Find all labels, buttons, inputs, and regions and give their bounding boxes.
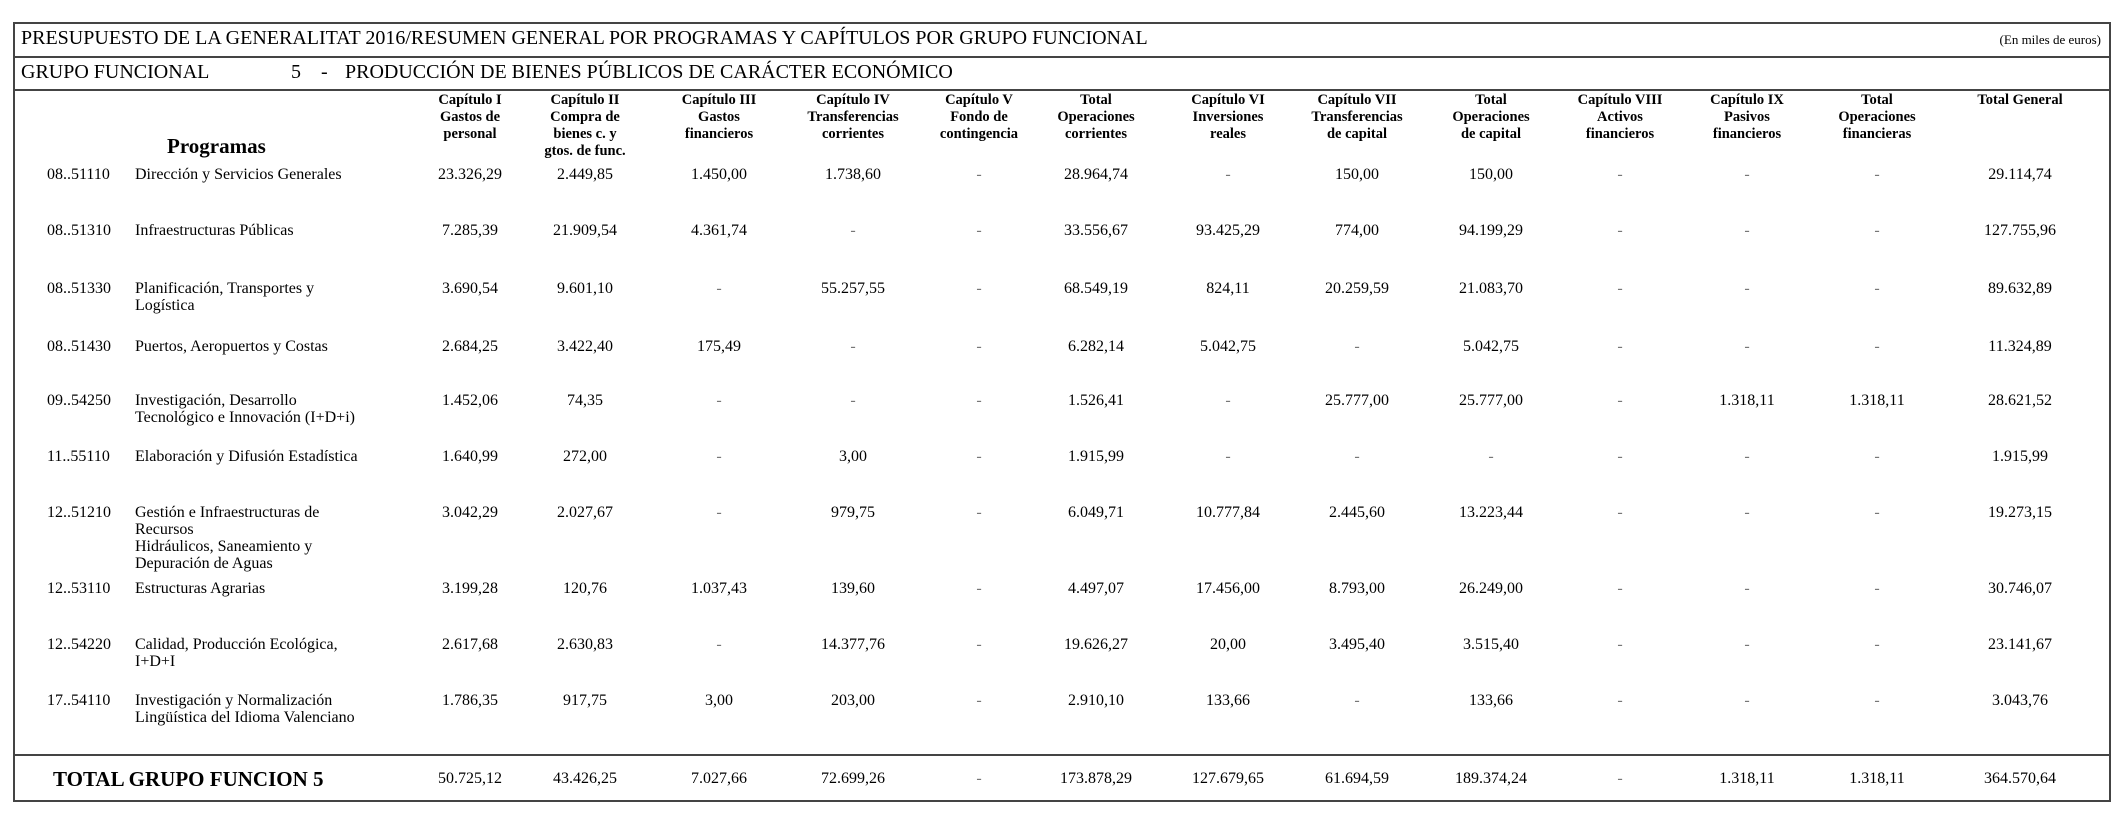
table-cell: 17.456,00 — [1196, 580, 1260, 597]
table-cell: 21.909,54 — [553, 222, 617, 239]
table-cell: - — [976, 166, 982, 183]
table-cell: - — [1744, 580, 1750, 597]
table-cell: 26.249,00 — [1459, 580, 1523, 597]
table-cell: - — [1744, 222, 1750, 239]
table-cell: - — [850, 392, 856, 409]
column-header: Capítulo VIII Activos financieros — [1577, 92, 1663, 142]
table-cell: 1.452,06 — [442, 392, 498, 409]
total-cell: 1.318,11 — [1849, 770, 1905, 787]
table-cell: 1.318,11 — [1719, 392, 1775, 409]
table-cell: - — [1354, 448, 1360, 465]
table-cell: 3.043,76 — [1992, 692, 2048, 709]
table-cell: - — [1617, 448, 1623, 465]
table-cell: - — [1488, 448, 1494, 465]
table-cell: 4.497,07 — [1068, 580, 1124, 597]
table-cell: 89.632,89 — [1988, 280, 2052, 297]
table-cell: 10.777,84 — [1196, 504, 1260, 521]
column-header: Capítulo IX Pasivos financieros — [1710, 92, 1784, 142]
column-header: Capítulo IV Transferencias corrientes — [807, 92, 899, 142]
total-cell: 72.699,26 — [821, 770, 885, 787]
table-cell: 3.690,54 — [442, 280, 498, 297]
program-name: Investigación y Normalización Lingüística del Idioma Valenciano — [135, 692, 355, 726]
group-row — [15, 56, 2109, 91]
program-name: Puertos, Aeropuertos y Costas — [135, 338, 328, 355]
table-cell: 203,00 — [831, 692, 875, 709]
table-cell: 979,75 — [831, 504, 875, 521]
table-cell: 21.083,70 — [1459, 280, 1523, 297]
program-code: 08..51310 — [47, 222, 111, 239]
table-cell: - — [976, 692, 982, 709]
table-cell: 11.324,89 — [1988, 338, 2052, 355]
group-dash: - — [321, 61, 328, 83]
table-cell: 175,49 — [697, 338, 741, 355]
program-name: Dirección y Servicios Generales — [135, 166, 342, 183]
table-cell: 3.515,40 — [1463, 636, 1519, 653]
table-cell: 25.777,00 — [1325, 392, 1389, 409]
total-label: TOTAL GRUPO FUNCION 5 — [53, 767, 324, 791]
table-cell: 14.377,76 — [821, 636, 885, 653]
table-cell: - — [1225, 448, 1231, 465]
group-label: GRUPO FUNCIONAL — [21, 61, 210, 83]
table-cell: - — [1874, 338, 1880, 355]
document-title: PRESUPUESTO DE LA GENERALITAT 2016/RESUMEN GENERAL POR PROGRAMAS Y CAPÍTULOS POR GRUPO FUNCIONAL — [21, 27, 1148, 49]
table-cell: 1.786,35 — [442, 692, 498, 709]
table-cell: - — [1874, 280, 1880, 297]
table-cell: 133,66 — [1206, 692, 1250, 709]
table-cell: 3,00 — [839, 448, 867, 465]
table-cell: 68.549,19 — [1064, 280, 1128, 297]
table-cell: 2.910,10 — [1068, 692, 1124, 709]
table-cell: - — [1354, 692, 1360, 709]
total-cell: 50.725,12 — [438, 770, 502, 787]
table-cell: 3.042,29 — [442, 504, 498, 521]
program-name: Calidad, Producción Ecológica, I+D+I — [135, 636, 338, 670]
units-note: (En miles de euros) — [1999, 32, 2101, 47]
program-code: 09..54250 — [47, 392, 111, 409]
table-cell: 133,66 — [1469, 692, 1513, 709]
total-cell: - — [1617, 770, 1623, 787]
table-cell: 3.199,28 — [442, 580, 498, 597]
total-cell: 173.878,29 — [1060, 770, 1132, 787]
table-cell: - — [976, 338, 982, 355]
table-cell: 20.259,59 — [1325, 280, 1389, 297]
table-cell: 13.223,44 — [1459, 504, 1523, 521]
total-cell: 1.318,11 — [1719, 770, 1775, 787]
table-cell: 774,00 — [1335, 222, 1379, 239]
table-cell: - — [1874, 166, 1880, 183]
table-cell: - — [976, 222, 982, 239]
total-cell: 43.426,25 — [553, 770, 617, 787]
table-cell: - — [1617, 636, 1623, 653]
table-cell: - — [1617, 222, 1623, 239]
table-cell: - — [1617, 692, 1623, 709]
table-cell: 139,60 — [831, 580, 875, 597]
table-cell: 1.450,00 — [691, 166, 747, 183]
table-cell: 28.621,52 — [1988, 392, 2052, 409]
table-cell: 917,75 — [563, 692, 607, 709]
table-cell: 1.318,11 — [1849, 392, 1905, 409]
total-cell: 127.679,65 — [1192, 770, 1264, 787]
table-cell: 33.556,67 — [1064, 222, 1128, 239]
table-cell: 93.425,29 — [1196, 222, 1260, 239]
table-cell: 6.282,14 — [1068, 338, 1124, 355]
table-cell: - — [1617, 580, 1623, 597]
table-cell: 2.617,68 — [442, 636, 498, 653]
program-code: 17..54110 — [47, 692, 111, 709]
table-cell: 23.326,29 — [438, 166, 502, 183]
table-cell: 3.495,40 — [1329, 636, 1385, 653]
program-code: 12..54220 — [47, 636, 111, 653]
table-cell: - — [850, 222, 856, 239]
table-cell: - — [1874, 448, 1880, 465]
table-cell: - — [716, 392, 722, 409]
table-cell: - — [1874, 222, 1880, 239]
table-cell: - — [976, 504, 982, 521]
table-cell: - — [1744, 166, 1750, 183]
table-cell: - — [1744, 636, 1750, 653]
table-cell: - — [716, 504, 722, 521]
table-cell: 150,00 — [1335, 166, 1379, 183]
total-cell: 61.694,59 — [1325, 770, 1389, 787]
total-cell: 364.570,64 — [1984, 770, 2056, 787]
table-cell: 28.964,74 — [1064, 166, 1128, 183]
table-cell: - — [1617, 166, 1623, 183]
table-cell: 6.049,71 — [1068, 504, 1124, 521]
programas-header: Programas — [167, 134, 266, 158]
table-cell: 94.199,29 — [1459, 222, 1523, 239]
table-cell: - — [976, 448, 982, 465]
table-cell: 272,00 — [563, 448, 607, 465]
table-cell: 20,00 — [1210, 636, 1246, 653]
table-cell: - — [1744, 280, 1750, 297]
program-name: Elaboración y Difusión Estadística — [135, 448, 358, 465]
program-code: 12..51210 — [47, 504, 111, 521]
table-cell: 2.445,60 — [1329, 504, 1385, 521]
table-cell: 1.915,99 — [1992, 448, 2048, 465]
table-cell: - — [1744, 504, 1750, 521]
table-cell: 120,76 — [563, 580, 607, 597]
column-header: Capítulo V Fondo de contingencia — [939, 92, 1019, 142]
total-cell: 7.027,66 — [691, 770, 747, 787]
total-cell: - — [976, 770, 982, 787]
table-cell: 25.777,00 — [1459, 392, 1523, 409]
table-cell: 1.640,99 — [442, 448, 498, 465]
program-code: 08..51110 — [47, 166, 110, 183]
total-cell: 189.374,24 — [1455, 770, 1527, 787]
table-cell: - — [976, 636, 982, 653]
table-cell: 127.755,96 — [1984, 222, 2056, 239]
table-cell: - — [1354, 338, 1360, 355]
table-cell: - — [976, 392, 982, 409]
table-cell: 150,00 — [1469, 166, 1513, 183]
table-cell: 7.285,39 — [442, 222, 498, 239]
table-cell: - — [716, 448, 722, 465]
budget-table — [13, 22, 2111, 802]
table-cell: 2.684,25 — [442, 338, 498, 355]
program-name: Investigación, Desarrollo Tecnológico e Innovación (I+D+i) — [135, 392, 355, 426]
program-code: 08..51330 — [47, 280, 111, 297]
group-name: PRODUCCIÓN DE BIENES PÚBLICOS DE CARÁCTER ECONÓMICO — [345, 61, 953, 83]
table-cell: - — [1617, 504, 1623, 521]
program-code: 08..51430 — [47, 338, 111, 355]
table-cell: 55.257,55 — [821, 280, 885, 297]
program-name: Infraestructuras Públicas — [135, 222, 294, 239]
table-cell: - — [1225, 392, 1231, 409]
table-cell: - — [1744, 448, 1750, 465]
table-cell: - — [1874, 636, 1880, 653]
table-cell: - — [976, 580, 982, 597]
column-header: Capítulo I Gastos de personal — [438, 92, 502, 142]
table-cell: 1.037,43 — [691, 580, 747, 597]
column-header: Total Operaciones financieras — [1838, 92, 1916, 142]
table-cell: - — [1744, 338, 1750, 355]
table-cell: 1.738,60 — [825, 166, 881, 183]
table-cell: 8.793,00 — [1329, 580, 1385, 597]
table-cell: 2.449,85 — [557, 166, 613, 183]
program-code: 11..55110 — [47, 448, 110, 465]
column-header: Capítulo VII Transferencias de capital — [1311, 92, 1403, 142]
table-cell: 824,11 — [1206, 280, 1250, 297]
table-cell: 19.273,15 — [1988, 504, 2052, 521]
program-name: Gestión e Infraestructuras de Recursos Hidráulicos, Saneamiento y Depuración de Aguas — [135, 504, 320, 572]
table-cell: - — [1874, 580, 1880, 597]
table-cell: - — [716, 636, 722, 653]
table-cell: 74,35 — [567, 392, 603, 409]
total-separator — [15, 754, 2109, 756]
table-cell: 2.630,83 — [557, 636, 613, 653]
group-number: 5 — [291, 61, 301, 83]
column-header: Total General — [1977, 92, 2063, 108]
table-cell: - — [1874, 504, 1880, 521]
program-name: Estructuras Agrarias — [135, 580, 266, 597]
table-cell: - — [1617, 392, 1623, 409]
column-header: Total Operaciones de capital — [1452, 92, 1530, 142]
table-cell: 23.141,67 — [1988, 636, 2052, 653]
table-cell: - — [850, 338, 856, 355]
program-name: Planificación, Transportes y Logística — [135, 280, 315, 314]
table-cell: 1.526,41 — [1068, 392, 1124, 409]
program-code: 12..53110 — [47, 580, 111, 597]
table-cell: 19.626,27 — [1064, 636, 1128, 653]
table-cell: 5.042,75 — [1200, 338, 1256, 355]
column-header: Capítulo II Compra de bienes c. y gtos. de func. — [544, 92, 626, 159]
title-row — [15, 24, 2109, 58]
column-header: Capítulo III Gastos financieros — [681, 92, 757, 142]
table-cell: 9.601,10 — [557, 280, 613, 297]
table-cell: 4.361,74 — [691, 222, 747, 239]
column-header: Capítulo VI Inversiones reales — [1191, 92, 1265, 142]
table-cell: - — [716, 280, 722, 297]
table-cell: 3,00 — [705, 692, 733, 709]
table-cell: - — [1225, 166, 1231, 183]
table-cell: - — [976, 280, 982, 297]
table-cell: 30.746,07 — [1988, 580, 2052, 597]
table-cell: - — [1617, 338, 1623, 355]
table-cell: 5.042,75 — [1463, 338, 1519, 355]
table-cell: - — [1874, 692, 1880, 709]
table-cell: - — [1617, 280, 1623, 297]
table-cell: 3.422,40 — [557, 338, 613, 355]
table-cell: 2.027,67 — [557, 504, 613, 521]
column-header: Total Operaciones corrientes — [1057, 92, 1135, 142]
table-cell: - — [1744, 692, 1750, 709]
table-cell: 1.915,99 — [1068, 448, 1124, 465]
table-cell: 29.114,74 — [1988, 166, 2052, 183]
